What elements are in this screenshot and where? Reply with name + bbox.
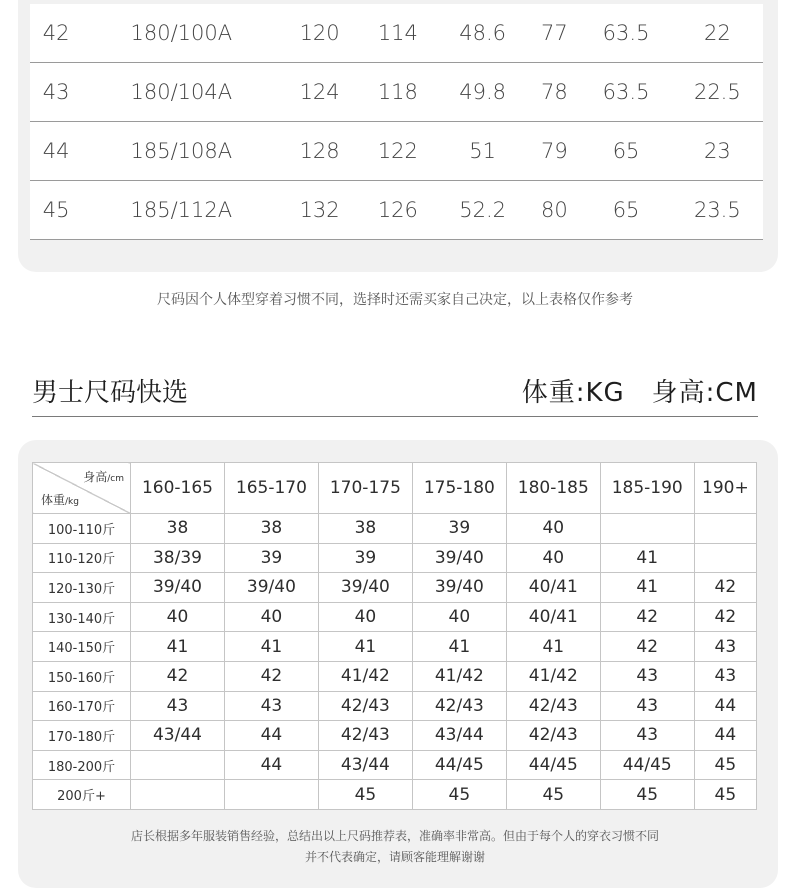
size-cell: 41/42 — [412, 661, 506, 691]
size-cell — [694, 543, 756, 573]
size-cell: 40 — [224, 602, 318, 632]
size-cell: 42/43 — [506, 691, 600, 721]
section-title: 男士尺码快选 — [32, 378, 189, 408]
size-cell — [600, 514, 694, 544]
table-row — [30, 62, 763, 121]
table-cell: 124 — [280, 62, 358, 121]
size-cell: 43/44 — [318, 750, 412, 780]
size-cell — [694, 514, 756, 544]
size-cell: 41/42 — [318, 661, 412, 691]
weight-range-cell: 160-170斤 — [33, 691, 131, 721]
weight-range-cell: 130-140斤 — [33, 602, 131, 632]
size-cell: 45 — [600, 780, 694, 810]
weight-range-cell: 200斤+ — [33, 780, 131, 810]
size-cell: 39/40 — [224, 573, 318, 603]
size-cell: 42 — [694, 573, 756, 603]
size-cell: 39/40 — [412, 543, 506, 573]
table-cell: 63.5 — [580, 4, 671, 62]
size-cell: 42 — [694, 602, 756, 632]
recommendation-note-line-1: 店长根据多年服装销售经验，总结出以上尺码推荐表，准确率非常高。但由于每个人的穿衣习惯不同 — [130, 829, 659, 843]
table-cell: 48.6 — [437, 4, 528, 62]
height-range-header: 160-165 — [131, 463, 225, 514]
quick-size-table — [32, 462, 757, 810]
table-cell: 22 — [672, 4, 763, 62]
table-row — [30, 4, 763, 62]
table-cell: 114 — [359, 4, 437, 62]
height-range-header: 170-175 — [318, 463, 412, 514]
table-cell: 80 — [528, 180, 580, 239]
size-cell: 41 — [412, 632, 506, 662]
table-cell: 42 — [30, 4, 82, 62]
size-cell: 40/41 — [506, 602, 600, 632]
height-range-header: 175-180 — [412, 463, 506, 514]
size-cell: 38/39 — [131, 543, 225, 573]
size-cell: 39/40 — [412, 573, 506, 603]
table-cell: 185/108A — [82, 121, 280, 180]
table-cell: 63.5 — [580, 62, 671, 121]
weight-range-cell: 100-110斤 — [33, 514, 131, 544]
table-row — [33, 632, 757, 662]
size-cell: 42/43 — [318, 691, 412, 721]
unit-label: 体重:KG 身高:CM — [521, 378, 758, 408]
size-cell: 42 — [131, 661, 225, 691]
size-cell — [131, 750, 225, 780]
size-cell: 42/43 — [506, 721, 600, 751]
table-row — [33, 691, 757, 721]
size-cell: 41 — [131, 632, 225, 662]
size-cell: 44 — [694, 721, 756, 751]
table-cell: 45 — [30, 180, 82, 239]
size-cell: 43 — [131, 691, 225, 721]
size-cell: 43 — [600, 721, 694, 751]
table-cell: 185/112A — [82, 180, 280, 239]
table-row — [30, 121, 763, 180]
table-cell: 65 — [580, 180, 671, 239]
table-cell: 132 — [280, 180, 358, 239]
size-cell: 42 — [600, 602, 694, 632]
weight-range-cell: 140-150斤 — [33, 632, 131, 662]
weight-range-cell: 150-160斤 — [33, 661, 131, 691]
table-cell: 122 — [359, 121, 437, 180]
size-cell — [224, 780, 318, 810]
size-spec-table — [30, 4, 763, 240]
table-corner-cell — [33, 463, 131, 514]
size-cell: 41/42 — [506, 661, 600, 691]
size-cell: 42/43 — [318, 721, 412, 751]
table-cell: 44 — [30, 121, 82, 180]
size-cell: 44/45 — [600, 750, 694, 780]
size-cell: 45 — [318, 780, 412, 810]
size-cell: 41 — [318, 632, 412, 662]
table-cell: 51 — [437, 121, 528, 180]
height-range-header: 185-190 — [600, 463, 694, 514]
table-cell: 180/104A — [82, 62, 280, 121]
table-cell: 180/100A — [82, 4, 280, 62]
size-cell — [131, 780, 225, 810]
weight-range-cell: 180-200斤 — [33, 750, 131, 780]
size-cell: 45 — [694, 780, 756, 810]
size-cell: 41 — [600, 543, 694, 573]
table-cell: 128 — [280, 121, 358, 180]
size-cell: 38 — [224, 514, 318, 544]
size-cell: 38 — [318, 514, 412, 544]
size-cell: 41 — [506, 632, 600, 662]
size-cell: 43 — [600, 661, 694, 691]
size-cell: 44/45 — [412, 750, 506, 780]
size-cell: 43 — [224, 691, 318, 721]
size-cell: 45 — [506, 780, 600, 810]
weight-range-cell: 120-130斤 — [33, 573, 131, 603]
size-cell: 45 — [412, 780, 506, 810]
table-cell: 23.5 — [672, 180, 763, 239]
size-cell: 39 — [318, 543, 412, 573]
recommendation-note-line-2: 并不代表确定，请顾客能理解谢谢 — [304, 850, 485, 864]
table-row — [33, 602, 757, 632]
table-cell: 126 — [359, 180, 437, 239]
table-cell: 120 — [280, 4, 358, 62]
table-cell: 77 — [528, 4, 580, 62]
size-cell: 40 — [506, 543, 600, 573]
table-row — [33, 514, 757, 544]
table-cell: 22.5 — [672, 62, 763, 121]
size-cell: 42 — [600, 632, 694, 662]
table-row — [33, 780, 757, 810]
weight-range-cell: 110-120斤 — [33, 543, 131, 573]
table-row — [33, 750, 757, 780]
table-header-row — [33, 463, 757, 514]
table-cell: 78 — [528, 62, 580, 121]
size-cell: 40 — [131, 602, 225, 632]
table-row — [33, 543, 757, 573]
size-cell: 42/43 — [412, 691, 506, 721]
height-range-header: 180-185 — [506, 463, 600, 514]
height-range-header: 190+ — [694, 463, 756, 514]
table-row — [33, 573, 757, 603]
weight-range-cell: 170-180斤 — [33, 721, 131, 751]
size-cell: 41 — [600, 573, 694, 603]
table-row — [33, 721, 757, 751]
size-cell: 41 — [224, 632, 318, 662]
size-cell: 40/41 — [506, 573, 600, 603]
table-cell: 43 — [30, 62, 82, 121]
recommendation-note — [0, 826, 790, 868]
height-range-header: 165-170 — [224, 463, 318, 514]
size-cell: 43/44 — [412, 721, 506, 751]
size-cell: 39/40 — [318, 573, 412, 603]
table-cell: 79 — [528, 121, 580, 180]
size-cell: 44 — [694, 691, 756, 721]
size-cell: 45 — [694, 750, 756, 780]
table-cell: 52.2 — [437, 180, 528, 239]
size-cell: 39/40 — [131, 573, 225, 603]
weight-axis-label: 体重/kg — [41, 493, 79, 507]
size-cell: 39 — [412, 514, 506, 544]
section-divider — [32, 416, 758, 417]
size-cell: 40 — [318, 602, 412, 632]
size-cell: 43 — [694, 661, 756, 691]
size-cell: 44 — [224, 721, 318, 751]
size-reference-note: 尺码因个人体型穿着习惯不同，选择时还需买家自己决定，以上表格仅作参考 — [157, 292, 633, 308]
table-cell: 49.8 — [437, 62, 528, 121]
table-row — [30, 180, 763, 239]
table-cell: 65 — [580, 121, 671, 180]
table-cell: 118 — [359, 62, 437, 121]
size-cell: 38 — [131, 514, 225, 544]
size-cell: 40 — [506, 514, 600, 544]
size-cell: 39 — [224, 543, 318, 573]
table-row — [33, 661, 757, 691]
height-axis-label: 身高/cm — [83, 470, 124, 484]
table-cell: 23 — [672, 121, 763, 180]
size-cell: 43 — [600, 691, 694, 721]
size-cell: 43 — [694, 632, 756, 662]
size-cell: 44 — [224, 750, 318, 780]
size-cell: 42 — [224, 661, 318, 691]
size-cell: 43/44 — [131, 721, 225, 751]
size-cell: 40 — [412, 602, 506, 632]
size-cell: 44/45 — [506, 750, 600, 780]
